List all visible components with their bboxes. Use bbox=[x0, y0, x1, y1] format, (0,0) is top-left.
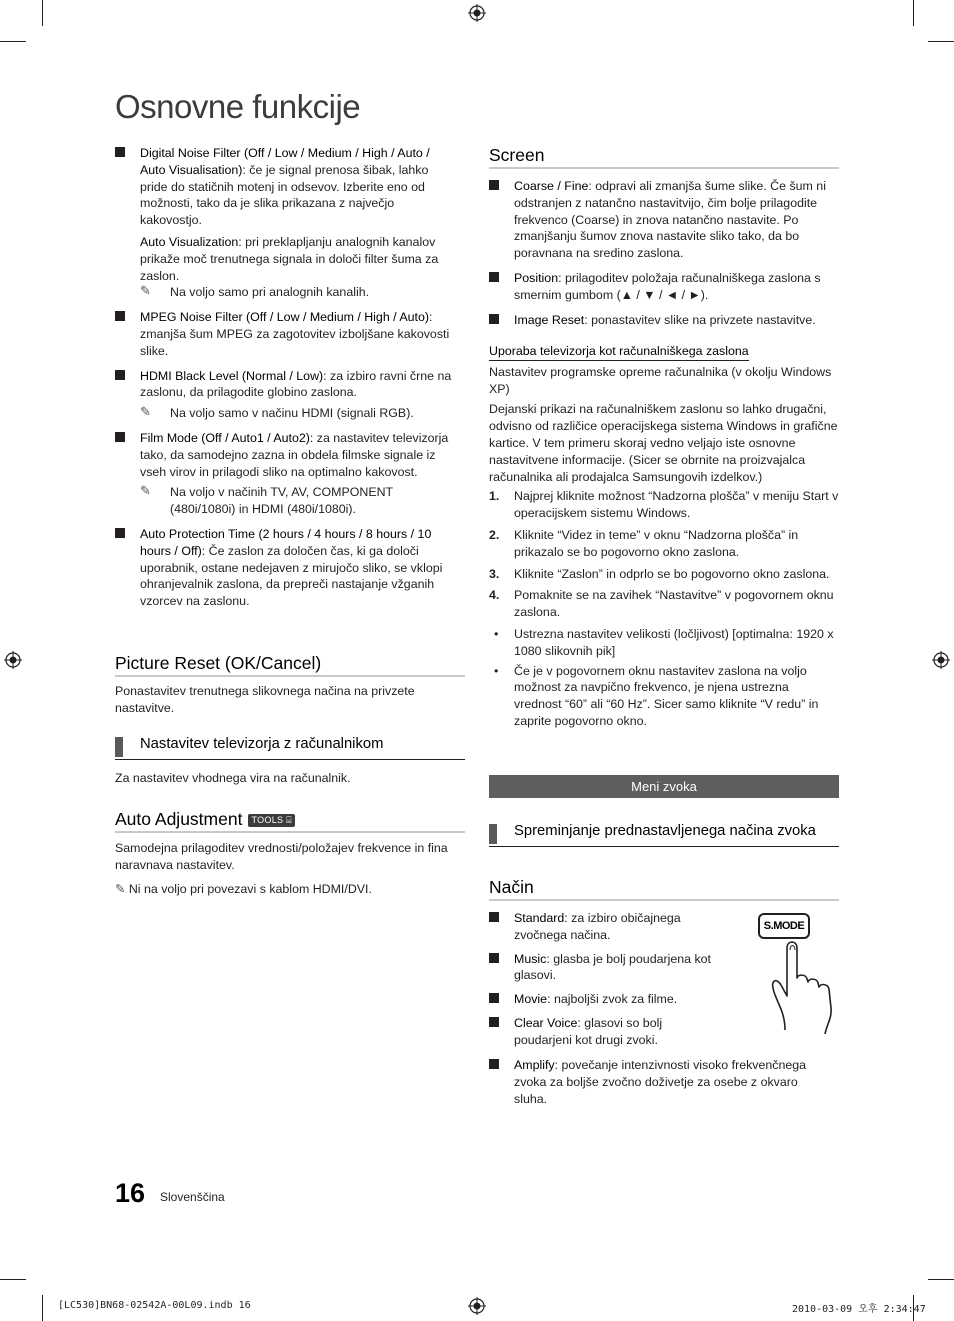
page-number: 16 bbox=[115, 1178, 146, 1208]
paragraph: Auto Visualization: pri preklapljanju analognih kanalov prikaže moč trenutnega signala in določi filter šuma za zaslon. bbox=[140, 234, 439, 283]
list-item: Position: prilagoditev položaja računalniškega zaslona s smernim gumbom (▲ / ▼ / ◄ / ►). bbox=[489, 270, 834, 304]
subsection-bar bbox=[489, 824, 497, 844]
section-divider bbox=[115, 675, 465, 677]
bullet-item: • Ustrezna nastavitev velikosti (ločljivost) [optimalna: 1920 x 1080 slikovnih pik] bbox=[494, 626, 834, 658]
note-pencil-icon: ✎ bbox=[140, 283, 151, 299]
note-pencil-icon: ✎ bbox=[140, 483, 151, 499]
bullet-square-icon bbox=[115, 528, 125, 538]
tools-icon: ⌸ bbox=[286, 814, 292, 825]
page-title: Osnovne funkcije bbox=[115, 88, 361, 125]
smode-button: S.MODE bbox=[758, 913, 810, 939]
bullet-square-icon bbox=[489, 180, 499, 190]
list-item: Clear Voice: glasovi so bolj poudarjeni kot drugi zvoki. bbox=[489, 1015, 729, 1049]
bullet-square-icon bbox=[115, 370, 125, 380]
nacin-list bbox=[489, 910, 729, 1049]
bullet-square-icon bbox=[115, 311, 125, 321]
step-item: 2. Kliknite “Videz in teme” v oknu “Nadzorna plošča” in prikazalo se bo pogovorno okno zaslona. bbox=[489, 527, 799, 559]
crop-mark bbox=[913, 0, 914, 26]
screen-list bbox=[489, 178, 834, 328]
registration-mark-icon bbox=[4, 651, 22, 669]
list-item: Movie: najboljši zvok za filme. bbox=[489, 991, 729, 1008]
paragraph: Za nastavitev vhodnega vira na računalnik. bbox=[115, 771, 351, 785]
bullet-square-icon bbox=[489, 912, 499, 922]
list-item: Image Reset: ponastavitev slike na privzete nastavitve. bbox=[489, 312, 834, 329]
step-item: 3. Kliknite “Zaslon” in odprlo se bo pogovorno okno zaslona. bbox=[489, 566, 830, 581]
footer-timestamp: 2010-03-09 오후 2:34:47 bbox=[792, 1304, 926, 1315]
section-title-nacin: Način bbox=[489, 877, 534, 897]
section-title-picture-reset: Picture Reset (OK/Cancel) bbox=[115, 653, 322, 673]
section-divider bbox=[115, 831, 465, 833]
footer-file-info: [LC530]BN68-02542A-00L09.indb 16 bbox=[58, 1300, 251, 1311]
hand-pointer-icon bbox=[765, 930, 840, 1035]
section-title-auto-adjustment: Auto Adjustment TOOLS ⌸ bbox=[115, 809, 295, 830]
registration-mark-icon bbox=[932, 651, 950, 669]
crop-mark bbox=[928, 41, 954, 42]
list-item: Film Mode (Off / Auto1 / Auto2): za nastavitev televizorja tako, da samodejno zazna in obdela filmske signale iz vseh virov in prilagodi sliko na optimalno kakovost. bbox=[115, 430, 455, 480]
note: ✎ Na voljo v načinih TV, AV, COMPONENT (480i/1080i) in HDMI (480i/1080i). bbox=[140, 483, 393, 517]
note-pencil-icon: ✎ bbox=[115, 882, 126, 896]
language-label: Slovenščina bbox=[160, 1190, 225, 1204]
bullet-item: • Če je v pogovornem oknu nastavitev zaslona na voljo možnost za navpično frekvenco, je njena ustrezna vrednost “60” ali “60 Hz”. Sicer samo kliknite “V redu” in zaprite pogovorno okno. bbox=[494, 663, 819, 728]
subsection-divider bbox=[489, 846, 839, 847]
bullet-square-icon bbox=[115, 147, 125, 157]
crop-mark bbox=[42, 1295, 43, 1321]
section-title-screen: Screen bbox=[489, 145, 545, 165]
list-item: HDMI Black Level (Normal / Low): za izbiro ravni črne na zaslonu, da prilagodite globino zaslona. bbox=[115, 368, 455, 402]
crop-mark bbox=[0, 41, 26, 42]
bullet-square-icon bbox=[115, 432, 125, 442]
note: ✎ Ni na voljo pri povezavi s kablom HDMI/DVI. bbox=[115, 882, 372, 896]
subsection-bar bbox=[115, 737, 123, 757]
crop-mark bbox=[42, 0, 43, 26]
paragraph: Ponastavitev trenutnega slikovnega načina na privzete nastavitve. bbox=[115, 684, 415, 715]
bullet-square-icon bbox=[489, 953, 499, 963]
bullet-square-icon bbox=[489, 1059, 499, 1069]
paragraph: Samodejna prilagoditev vrednosti/položajev frekvence in fina naravnava nastavitev. bbox=[115, 841, 448, 872]
section-divider bbox=[489, 167, 839, 169]
subsection-title-pc-setup: Nastavitev televizorja z računalnikom bbox=[140, 736, 384, 752]
left-column bbox=[115, 145, 455, 610]
list-item: Amplify: povečanje intenzivnosti visoko frekvenčnega zvoka za boljše zvočno doživetje za osebe z okvaro sluha. bbox=[489, 1057, 834, 1107]
list-item: MPEG Noise Filter (Off / Low / Medium / High / Auto): zmanjša šum MPEG za zagotovitev izboljšane kakovosti slike. bbox=[115, 309, 455, 359]
bullet-square-icon bbox=[489, 1017, 499, 1027]
pc-usage-block bbox=[489, 343, 839, 730]
bullet-square-icon bbox=[489, 993, 499, 1003]
list-item: Music: glasba je bolj poudarjena kot glasovi. bbox=[489, 951, 729, 985]
section-divider bbox=[489, 899, 839, 901]
pc-usage-title: Uporaba televizorja kot računalniškega zaslona bbox=[489, 343, 749, 361]
crop-mark bbox=[0, 1279, 26, 1280]
paragraph: Nastavitev programske opreme računalnika (v okolju Windows XP) bbox=[489, 364, 832, 396]
subsection-divider bbox=[115, 759, 465, 760]
crop-mark bbox=[928, 1279, 954, 1280]
step-item: 1. Najprej kliknite možnost “Nadzorna plošča” v meniju Start v operacijskem sistemu Windows. bbox=[489, 489, 839, 521]
note: ✎ Na voljo samo pri analognih kanalih. bbox=[140, 283, 370, 300]
step-item: 4. Pomaknite se na zavihek “Nastavitve” v pogovornem oknu zaslona. bbox=[489, 588, 834, 620]
registration-mark-icon bbox=[468, 1297, 486, 1315]
menu-band-sound: Meni zvoka bbox=[489, 775, 839, 798]
tools-badge: TOOLS ⌸ bbox=[248, 814, 294, 827]
nacin-list-last bbox=[489, 1057, 834, 1107]
list-item: Digital Noise Filter (Off / Low / Medium / High / Auto / Auto Visualisation): če je signal prenosa šibak, lahko pride do statičnih motenj in odsevov. Izberite eno od možnosti, tako da je slika prikazana z največjo kakovostjo. bbox=[115, 145, 455, 229]
list-item: Coarse / Fine: odpravi ali zmanjša šume slike. Če šum ni odstranjen z natančno nastavitvijo, čim bolje prilagodite frekvenco (Coarse) in znova natančno nastavite. Po zmanjšanju šumov znova nastavite sliko tako, da bo poravnana na sredino zaslona. bbox=[489, 178, 834, 262]
list-item: Standard: za izbiro običajnega zvočnega načina. bbox=[489, 910, 729, 944]
registration-mark-icon bbox=[468, 4, 486, 22]
subsection-title-sound-mode: Spreminjanje prednastavljenega načina zvoka bbox=[514, 823, 816, 839]
note: ✎ Na voljo samo v načinu HDMI (signali RGB). bbox=[140, 404, 414, 421]
bullet-square-icon bbox=[489, 272, 499, 282]
note-pencil-icon: ✎ bbox=[140, 404, 151, 420]
bullet-square-icon bbox=[489, 314, 499, 324]
paragraph: Dejanski prikazi na računalniškem zaslonu so lahko drugačni, odvisno od različice operacijskega sistema Windows in grafične kartice. V tem primeru skoraj vedno veljajo iste osnovne nastavitvene informacije. (Sicer se obrnite na proizvajalca računalnika ali prodajalca Samsungovih izdelkov.) bbox=[489, 402, 838, 484]
list-item: Auto Protection Time (2 hours / 4 hours / 8 hours / 10 hours / Off): Če zaslon za določen čas, ki ga določi uporabnik, ostane nedejaven z mirujočo sliko, se vklopi ohranjevalnik zaslona, da prepreči nastajanje vžganih vzorcev na zaslonu. bbox=[115, 526, 455, 610]
